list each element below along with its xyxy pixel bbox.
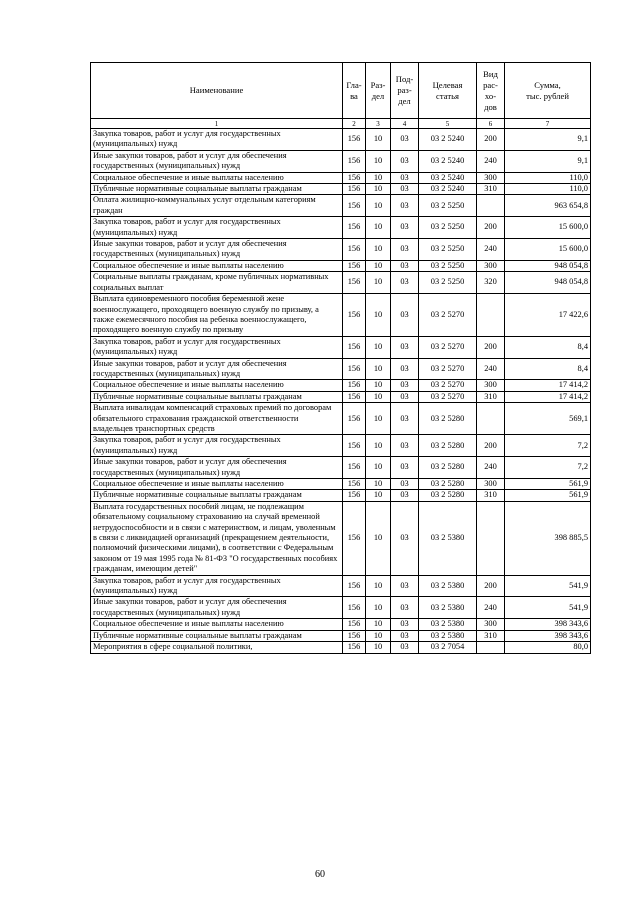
- row-section: 10: [366, 239, 391, 261]
- row-expense-type: 310: [477, 184, 505, 195]
- row-section: 10: [366, 642, 391, 653]
- row-expense-type: 310: [477, 490, 505, 501]
- row-chapter: 156: [343, 630, 366, 641]
- table-row: [91, 490, 591, 501]
- row-expense-type: [477, 642, 505, 653]
- row-name: Закупка товаров, работ и услуг для государственных (муниципальных) нужд: [91, 129, 343, 151]
- row-subsection: 03: [391, 380, 419, 391]
- row-name: Выплата государственных пособий лицам, не подлежащим обязательному социальному страхованию на случай временной нетрудоспособности и в связи с материнством, и лицам, уволенным в связи с ликвидацией организаций (прекращением деятельности, полномочий физическими лицами), в соответствии с Федеральным законом от 19 мая 1995 года № 81-ФЗ "О государственных пособиях гражданам, имеющим детей": [91, 501, 343, 575]
- row-section: 10: [366, 129, 391, 151]
- row-section: 10: [366, 501, 391, 575]
- row-expense-type: 240: [477, 597, 505, 619]
- row-sum: 9,1: [505, 150, 591, 172]
- row-expense-type: 300: [477, 479, 505, 490]
- row-sum: 398 343,6: [505, 630, 591, 641]
- row-sum: 9,1: [505, 129, 591, 151]
- row-expense-type: 200: [477, 217, 505, 239]
- row-subsection: 03: [391, 294, 419, 337]
- row-target-code: 03 2 5250: [419, 217, 477, 239]
- row-sum: 80,0: [505, 642, 591, 653]
- table-row: [91, 642, 591, 653]
- row-expense-type: 300: [477, 172, 505, 183]
- row-name: Социальное обеспечение и иные выплаты населению: [91, 172, 343, 183]
- row-expense-type: 200: [477, 129, 505, 151]
- row-sum: 561,9: [505, 479, 591, 490]
- header-expense: [477, 63, 505, 119]
- row-chapter: 156: [343, 217, 366, 239]
- row-target-code: 03 2 5270: [419, 294, 477, 337]
- row-target-code: 03 2 5280: [419, 479, 477, 490]
- row-sum: 963 654,8: [505, 195, 591, 217]
- table-row: [91, 239, 591, 261]
- row-section: 10: [366, 172, 391, 183]
- row-subsection: 03: [391, 150, 419, 172]
- row-expense-type: [477, 195, 505, 217]
- row-expense-type: 300: [477, 260, 505, 271]
- row-name: Социальное обеспечение и иные выплаты населению: [91, 260, 343, 271]
- row-name: Закупка товаров, работ и услуг для государственных (муниципальных) нужд: [91, 575, 343, 597]
- table-row: [91, 129, 591, 151]
- row-name: Мероприятия в сфере социальной политики,: [91, 642, 343, 653]
- table-row: [91, 575, 591, 597]
- row-chapter: 156: [343, 129, 366, 151]
- row-chapter: 156: [343, 358, 366, 380]
- column-number: 4: [391, 119, 419, 129]
- column-number: 7: [505, 119, 591, 129]
- row-name: Выплата инвалидам компенсаций страховых премий по договорам обязательного страхования гражданской ответственности владельцев транспортных средств: [91, 403, 343, 435]
- table-row: [91, 294, 591, 337]
- row-chapter: 156: [343, 501, 366, 575]
- row-section: 10: [366, 435, 391, 457]
- row-expense-type: 240: [477, 150, 505, 172]
- row-section: 10: [366, 630, 391, 641]
- header-section-label: Раз- дел: [370, 79, 386, 101]
- row-name: Публичные нормативные социальные выплаты гражданам: [91, 184, 343, 195]
- row-target-code: 03 2 5250: [419, 195, 477, 217]
- row-subsection: 03: [391, 597, 419, 619]
- header-target: [419, 63, 477, 119]
- row-chapter: 156: [343, 294, 366, 337]
- row-section: 10: [366, 217, 391, 239]
- row-target-code: 03 2 5270: [419, 336, 477, 358]
- row-name: Оплата жилищно-коммунальных услуг отдельным категориям граждан: [91, 195, 343, 217]
- row-section: 10: [366, 457, 391, 479]
- row-name: Закупка товаров, работ и услуг для государственных (муниципальных) нужд: [91, 435, 343, 457]
- row-sum: 110,0: [505, 184, 591, 195]
- row-sum: 17 422,6: [505, 294, 591, 337]
- row-target-code: 03 2 5380: [419, 575, 477, 597]
- row-target-code: 03 2 5280: [419, 490, 477, 501]
- row-sum: 8,4: [505, 336, 591, 358]
- row-section: 10: [366, 336, 391, 358]
- table-row: [91, 260, 591, 271]
- row-name: Иные закупки товаров, работ и услуг для обеспечения государственных (муниципальных) нужд: [91, 239, 343, 261]
- row-subsection: 03: [391, 184, 419, 195]
- row-expense-type: [477, 501, 505, 575]
- row-subsection: 03: [391, 435, 419, 457]
- row-target-code: 03 2 5240: [419, 184, 477, 195]
- row-section: 10: [366, 380, 391, 391]
- row-section: 10: [366, 619, 391, 630]
- row-name: Социальное обеспечение и иные выплаты населению: [91, 380, 343, 391]
- row-section: 10: [366, 597, 391, 619]
- row-target-code: 03 2 5280: [419, 403, 477, 435]
- row-chapter: 156: [343, 150, 366, 172]
- header-chapter: [343, 63, 366, 119]
- row-name: Закупка товаров, работ и услуг для государственных (муниципальных) нужд: [91, 336, 343, 358]
- row-chapter: 156: [343, 272, 366, 294]
- row-chapter: 156: [343, 619, 366, 630]
- header-subsection-label: Под- раз- дел: [395, 74, 414, 106]
- row-subsection: 03: [391, 490, 419, 501]
- row-section: 10: [366, 150, 391, 172]
- table-row: [91, 380, 591, 391]
- row-subsection: 03: [391, 239, 419, 261]
- row-chapter: 156: [343, 403, 366, 435]
- table-row: [91, 630, 591, 641]
- row-expense-type: 240: [477, 239, 505, 261]
- row-chapter: 156: [343, 239, 366, 261]
- row-target-code: 03 2 5240: [419, 172, 477, 183]
- table-row: [91, 336, 591, 358]
- row-sum: 569,1: [505, 403, 591, 435]
- row-chapter: 156: [343, 391, 366, 402]
- row-name: Иные закупки товаров, работ и услуг для обеспечения государственных (муниципальных) нужд: [91, 457, 343, 479]
- table-row: [91, 501, 591, 575]
- row-subsection: 03: [391, 403, 419, 435]
- row-target-code: 03 2 5380: [419, 619, 477, 630]
- row-subsection: 03: [391, 260, 419, 271]
- row-target-code: 03 2 5270: [419, 358, 477, 380]
- row-section: 10: [366, 391, 391, 402]
- row-expense-type: 200: [477, 575, 505, 597]
- row-target-code: 03 2 5380: [419, 597, 477, 619]
- table-row: [91, 184, 591, 195]
- row-sum: 17 414,2: [505, 380, 591, 391]
- row-subsection: 03: [391, 172, 419, 183]
- row-expense-type: 300: [477, 619, 505, 630]
- row-target-code: 03 2 5280: [419, 457, 477, 479]
- column-number: 5: [419, 119, 477, 129]
- table-row: [91, 150, 591, 172]
- row-name: Иные закупки товаров, работ и услуг для обеспечения государственных (муниципальных) нужд: [91, 597, 343, 619]
- page-number: 60: [315, 869, 325, 880]
- row-chapter: 156: [343, 380, 366, 391]
- table-row: [91, 358, 591, 380]
- row-chapter: 156: [343, 260, 366, 271]
- column-number: 2: [343, 119, 366, 129]
- row-subsection: 03: [391, 501, 419, 575]
- table-row: [91, 391, 591, 402]
- row-section: 10: [366, 479, 391, 490]
- row-sum: 110,0: [505, 172, 591, 183]
- row-name: Социальное обеспечение и иные выплаты населению: [91, 619, 343, 630]
- row-subsection: 03: [391, 272, 419, 294]
- row-name: Выплата единовременного пособия беременной жене военнослужащего, проходящего военную службу по призыву, а также ежемесячного пособия на ребенка военнослужащего, проходящего военную службу по призыву: [91, 294, 343, 337]
- row-subsection: 03: [391, 479, 419, 490]
- row-subsection: 03: [391, 336, 419, 358]
- row-target-code: 03 2 5270: [419, 391, 477, 402]
- column-number-row: [91, 119, 591, 129]
- row-target-code: 03 2 5240: [419, 150, 477, 172]
- column-number: 3: [366, 119, 391, 129]
- row-sum: 541,9: [505, 597, 591, 619]
- header-sum: [505, 63, 591, 119]
- row-chapter: 156: [343, 490, 366, 501]
- row-section: 10: [366, 184, 391, 195]
- table-row: [91, 195, 591, 217]
- table-row: [91, 457, 591, 479]
- row-chapter: 156: [343, 435, 366, 457]
- table-row: [91, 217, 591, 239]
- row-sum: 8,4: [505, 358, 591, 380]
- row-chapter: 156: [343, 172, 366, 183]
- row-section: 10: [366, 403, 391, 435]
- header-chapter-label: Гла- ва: [346, 79, 362, 101]
- row-name: Публичные нормативные социальные выплаты гражданам: [91, 490, 343, 501]
- row-target-code: 03 2 5380: [419, 501, 477, 575]
- row-section: 10: [366, 260, 391, 271]
- row-sum: 17 414,2: [505, 391, 591, 402]
- row-sum: 948 054,8: [505, 272, 591, 294]
- row-section: 10: [366, 294, 391, 337]
- row-sum: 561,9: [505, 490, 591, 501]
- row-subsection: 03: [391, 358, 419, 380]
- row-target-code: 03 2 5250: [419, 260, 477, 271]
- row-expense-type: [477, 403, 505, 435]
- row-target-code: 03 2 5270: [419, 380, 477, 391]
- row-name: Социальное обеспечение и иные выплаты населению: [91, 479, 343, 490]
- row-name: Иные закупки товаров, работ и услуг для обеспечения государственных (муниципальных) нужд: [91, 358, 343, 380]
- row-subsection: 03: [391, 391, 419, 402]
- row-sum: 15 600,0: [505, 239, 591, 261]
- header-name-label: Наименование: [189, 85, 244, 95]
- row-subsection: 03: [391, 457, 419, 479]
- table-row: [91, 597, 591, 619]
- header-subsection: [391, 63, 419, 119]
- row-expense-type: 320: [477, 272, 505, 294]
- row-target-code: 03 2 5250: [419, 272, 477, 294]
- table-row: [91, 479, 591, 490]
- row-target-code: 03 2 5250: [419, 239, 477, 261]
- row-sum: 948 054,8: [505, 260, 591, 271]
- row-target-code: 03 2 5380: [419, 630, 477, 641]
- row-subsection: 03: [391, 619, 419, 630]
- row-expense-type: 200: [477, 336, 505, 358]
- header-sum-label: Сумма, тыс. рублей: [526, 79, 569, 101]
- row-chapter: 156: [343, 597, 366, 619]
- row-target-code: 03 2 5280: [419, 435, 477, 457]
- row-name: Публичные нормативные социальные выплаты гражданам: [91, 391, 343, 402]
- row-expense-type: 200: [477, 435, 505, 457]
- row-section: 10: [366, 195, 391, 217]
- row-subsection: 03: [391, 217, 419, 239]
- table-body: [91, 129, 591, 654]
- row-expense-type: 310: [477, 391, 505, 402]
- row-subsection: 03: [391, 630, 419, 641]
- row-sum: 7,2: [505, 457, 591, 479]
- row-chapter: 156: [343, 642, 366, 653]
- header-name: [91, 63, 343, 119]
- row-chapter: 156: [343, 457, 366, 479]
- column-number: 1: [91, 119, 343, 129]
- table-header-row: [91, 63, 591, 119]
- row-sum: 398 343,6: [505, 619, 591, 630]
- table-row: [91, 403, 591, 435]
- row-expense-type: 240: [477, 358, 505, 380]
- row-section: 10: [366, 490, 391, 501]
- table-row: [91, 619, 591, 630]
- row-chapter: 156: [343, 479, 366, 490]
- header-target-label: Целевая статья: [432, 79, 463, 101]
- row-subsection: 03: [391, 642, 419, 653]
- row-sum: 7,2: [505, 435, 591, 457]
- column-number: 6: [477, 119, 505, 129]
- row-name: Закупка товаров, работ и услуг для государственных (муниципальных) нужд: [91, 217, 343, 239]
- table-row: [91, 272, 591, 294]
- row-section: 10: [366, 272, 391, 294]
- row-sum: 398 885,5: [505, 501, 591, 575]
- row-subsection: 03: [391, 195, 419, 217]
- header-expense-label: Вид рас- хо- дов: [483, 68, 498, 112]
- budget-table: [90, 62, 591, 654]
- table-row: [91, 172, 591, 183]
- header-section: [366, 63, 391, 119]
- row-sum: 15 600,0: [505, 217, 591, 239]
- row-chapter: 156: [343, 195, 366, 217]
- row-chapter: 156: [343, 336, 366, 358]
- row-expense-type: 310: [477, 630, 505, 641]
- table-row: [91, 435, 591, 457]
- row-name: Публичные нормативные социальные выплаты гражданам: [91, 630, 343, 641]
- row-target-code: 03 2 5240: [419, 129, 477, 151]
- row-subsection: 03: [391, 129, 419, 151]
- row-chapter: 156: [343, 184, 366, 195]
- row-sum: 541,9: [505, 575, 591, 597]
- row-section: 10: [366, 575, 391, 597]
- row-section: 10: [366, 358, 391, 380]
- row-chapter: 156: [343, 575, 366, 597]
- row-expense-type: 240: [477, 457, 505, 479]
- row-subsection: 03: [391, 575, 419, 597]
- row-name: Иные закупки товаров, работ и услуг для обеспечения государственных (муниципальных) нужд: [91, 150, 343, 172]
- row-target-code: 03 2 7054: [419, 642, 477, 653]
- row-expense-type: 300: [477, 380, 505, 391]
- row-name: Социальные выплаты гражданам, кроме публичных нормативных социальных выплат: [91, 272, 343, 294]
- row-expense-type: [477, 294, 505, 337]
